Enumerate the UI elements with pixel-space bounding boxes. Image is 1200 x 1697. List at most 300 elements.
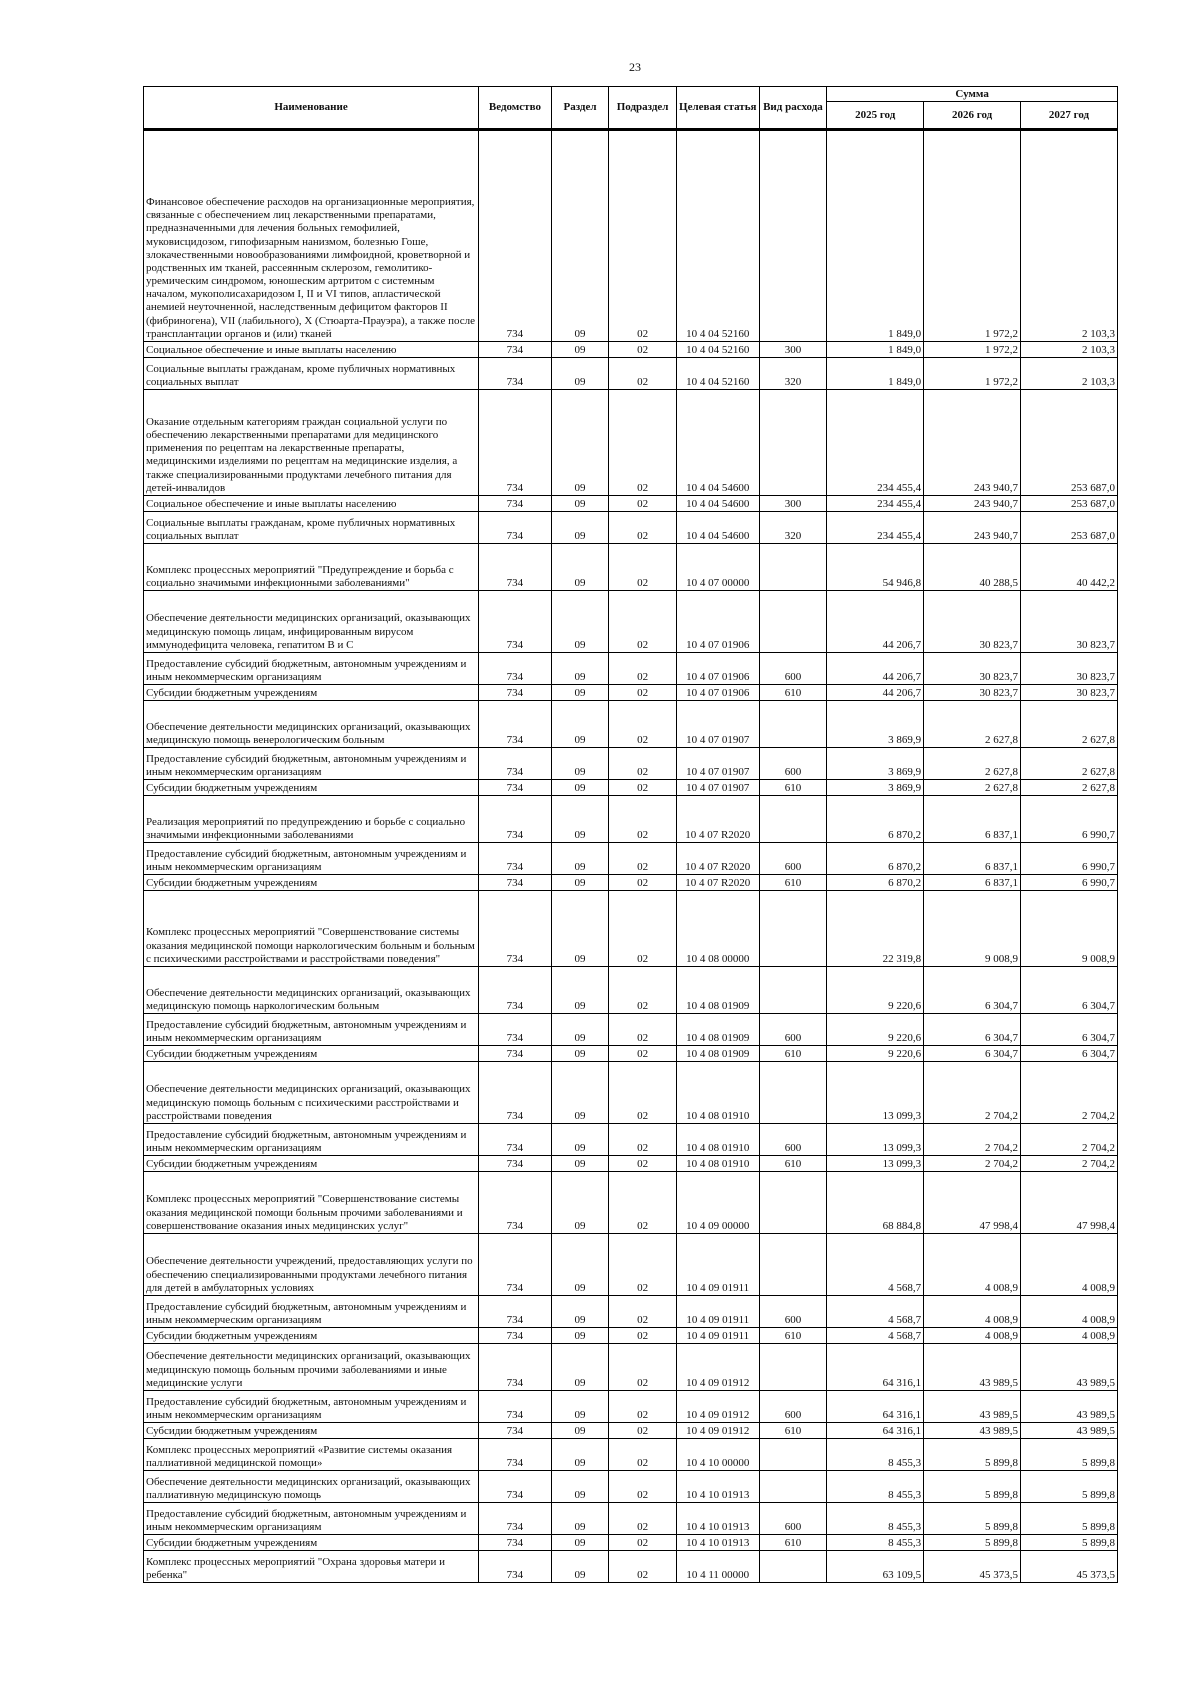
table-row xyxy=(144,1471,1118,1503)
table-row xyxy=(144,1124,1118,1156)
cell-dept: 734 xyxy=(479,512,552,544)
table-row xyxy=(144,653,1118,685)
cell-target: 10 4 08 00000 xyxy=(676,891,759,967)
cell-target: 10 4 04 52160 xyxy=(676,342,759,358)
cell-dept: 734 xyxy=(479,496,552,512)
page-number: 23 xyxy=(629,60,641,74)
table-row xyxy=(144,358,1118,390)
cell-2025: 54 946,8 xyxy=(827,544,924,591)
cell-subsection: 02 xyxy=(609,390,677,496)
cell-exp-type xyxy=(759,1062,827,1124)
table-row xyxy=(144,1046,1118,1062)
cell-2026: 30 823,7 xyxy=(924,591,1021,653)
cell-subsection: 02 xyxy=(609,1124,677,1156)
cell-dept: 734 xyxy=(479,796,552,843)
cell-target: 10 4 07 01906 xyxy=(676,591,759,653)
cell-section: 09 xyxy=(551,1234,609,1296)
cell-2026: 2 704,2 xyxy=(924,1156,1021,1172)
header-sum: Сумма xyxy=(827,87,1118,102)
cell-section: 09 xyxy=(551,701,609,748)
cell-dept: 734 xyxy=(479,1391,552,1423)
cell-2025: 44 206,7 xyxy=(827,653,924,685)
cell-target: 10 4 04 52160 xyxy=(676,130,759,342)
cell-name: Предоставление субсидий бюджетным, автономным учреждениям и иным некоммерческим организациям xyxy=(144,748,479,780)
cell-2026: 1 972,2 xyxy=(924,358,1021,390)
cell-section: 09 xyxy=(551,1471,609,1503)
table-row xyxy=(144,875,1118,891)
cell-name: Социальные выплаты гражданам, кроме публичных нормативных социальных выплат xyxy=(144,358,479,390)
cell-name: Обеспечение деятельности медицинских организаций, оказывающих медицинскую помощь больным прочими заболеваниями и иные медицинские услуги xyxy=(144,1344,479,1391)
cell-2025: 3 869,9 xyxy=(827,701,924,748)
cell-target: 10 4 07 R2020 xyxy=(676,796,759,843)
cell-2027: 30 823,7 xyxy=(1021,685,1118,701)
cell-exp-type xyxy=(759,130,827,342)
cell-2027: 43 989,5 xyxy=(1021,1344,1118,1391)
cell-dept: 734 xyxy=(479,1046,552,1062)
cell-name: Обеспечение деятельности учреждений, предоставляющих услуги по обеспечению специализированными продуктами лечебного питания для детей в амбулаторных условиях xyxy=(144,1234,479,1296)
cell-dept: 734 xyxy=(479,591,552,653)
table-row xyxy=(144,967,1118,1014)
cell-target: 10 4 08 01909 xyxy=(676,1014,759,1046)
table-row xyxy=(144,685,1118,701)
header-section: Раздел xyxy=(551,87,609,130)
cell-name: Комплекс процессных мероприятий "Охрана здоровья матери и ребенка" xyxy=(144,1551,479,1583)
cell-dept: 734 xyxy=(479,1503,552,1535)
cell-exp-type: 600 xyxy=(759,1296,827,1328)
cell-2026: 5 899,8 xyxy=(924,1471,1021,1503)
cell-exp-type xyxy=(759,1551,827,1583)
cell-section: 09 xyxy=(551,1156,609,1172)
table-row xyxy=(144,1439,1118,1471)
cell-target: 10 4 08 01909 xyxy=(676,967,759,1014)
cell-2025: 6 870,2 xyxy=(827,843,924,875)
cell-section: 09 xyxy=(551,967,609,1014)
cell-2027: 45 373,5 xyxy=(1021,1551,1118,1583)
cell-name: Субсидии бюджетным учреждениям xyxy=(144,1535,479,1551)
cell-name: Реализация мероприятий по предупреждению и борьбе с социально значимыми инфекционными заболеваниями xyxy=(144,796,479,843)
cell-exp-type: 600 xyxy=(759,653,827,685)
cell-name: Обеспечение деятельности медицинских организаций, оказывающих медицинскую помощь больным с психическими расстройствами и расстройствами поведения xyxy=(144,1062,479,1124)
cell-exp-type xyxy=(759,1234,827,1296)
cell-2025: 63 109,5 xyxy=(827,1551,924,1583)
cell-target: 10 4 07 01907 xyxy=(676,780,759,796)
cell-exp-type xyxy=(759,1471,827,1503)
header-target: Целевая статья xyxy=(676,87,759,130)
cell-subsection: 02 xyxy=(609,1391,677,1423)
cell-exp-type: 600 xyxy=(759,1391,827,1423)
cell-target: 10 4 08 01910 xyxy=(676,1156,759,1172)
budget-table xyxy=(143,86,1118,1583)
cell-2026: 2 627,8 xyxy=(924,780,1021,796)
cell-2027: 5 899,8 xyxy=(1021,1471,1118,1503)
cell-exp-type: 600 xyxy=(759,843,827,875)
cell-2025: 13 099,3 xyxy=(827,1062,924,1124)
cell-2026: 6 837,1 xyxy=(924,875,1021,891)
cell-target: 10 4 04 52160 xyxy=(676,358,759,390)
cell-name: Социальные выплаты гражданам, кроме публичных нормативных социальных выплат xyxy=(144,512,479,544)
cell-name: Социальное обеспечение и иные выплаты населению xyxy=(144,496,479,512)
cell-2027: 6 990,7 xyxy=(1021,796,1118,843)
cell-2025: 68 884,8 xyxy=(827,1172,924,1234)
table-body xyxy=(144,130,1118,1583)
cell-2025: 234 455,4 xyxy=(827,512,924,544)
cell-2027: 4 008,9 xyxy=(1021,1296,1118,1328)
cell-dept: 734 xyxy=(479,1172,552,1234)
cell-section: 09 xyxy=(551,1046,609,1062)
cell-2025: 13 099,3 xyxy=(827,1156,924,1172)
table-row xyxy=(144,843,1118,875)
cell-section: 09 xyxy=(551,875,609,891)
table-row xyxy=(144,796,1118,843)
cell-target: 10 4 07 00000 xyxy=(676,544,759,591)
cell-dept: 734 xyxy=(479,875,552,891)
cell-section: 09 xyxy=(551,780,609,796)
cell-subsection: 02 xyxy=(609,544,677,591)
cell-2026: 243 940,7 xyxy=(924,390,1021,496)
cell-subsection: 02 xyxy=(609,1156,677,1172)
cell-section: 09 xyxy=(551,591,609,653)
cell-section: 09 xyxy=(551,843,609,875)
cell-exp-type: 610 xyxy=(759,1156,827,1172)
table-row xyxy=(144,1391,1118,1423)
cell-exp-type xyxy=(759,390,827,496)
cell-2025: 22 319,8 xyxy=(827,891,924,967)
cell-dept: 734 xyxy=(479,1471,552,1503)
cell-section: 09 xyxy=(551,653,609,685)
cell-2026: 4 008,9 xyxy=(924,1296,1021,1328)
table-row xyxy=(144,701,1118,748)
cell-section: 09 xyxy=(551,1014,609,1046)
cell-dept: 734 xyxy=(479,1344,552,1391)
cell-target: 10 4 09 01911 xyxy=(676,1234,759,1296)
cell-2026: 43 989,5 xyxy=(924,1344,1021,1391)
table-row xyxy=(144,1423,1118,1439)
cell-name: Субсидии бюджетным учреждениям xyxy=(144,685,479,701)
cell-dept: 734 xyxy=(479,390,552,496)
cell-2027: 2 704,2 xyxy=(1021,1124,1118,1156)
cell-exp-type: 610 xyxy=(759,685,827,701)
cell-section: 09 xyxy=(551,358,609,390)
cell-2027: 2 704,2 xyxy=(1021,1156,1118,1172)
cell-name: Субсидии бюджетным учреждениям xyxy=(144,1156,479,1172)
cell-exp-type xyxy=(759,796,827,843)
cell-target: 10 4 07 R2020 xyxy=(676,875,759,891)
cell-subsection: 02 xyxy=(609,685,677,701)
cell-dept: 734 xyxy=(479,544,552,591)
cell-2027: 6 304,7 xyxy=(1021,1014,1118,1046)
cell-target: 10 4 07 01907 xyxy=(676,748,759,780)
cell-dept: 734 xyxy=(479,1439,552,1471)
cell-2026: 5 899,8 xyxy=(924,1503,1021,1535)
cell-target: 10 4 09 01911 xyxy=(676,1296,759,1328)
cell-section: 09 xyxy=(551,1328,609,1344)
cell-2026: 30 823,7 xyxy=(924,685,1021,701)
table-row xyxy=(144,1535,1118,1551)
cell-2025: 8 455,3 xyxy=(827,1535,924,1551)
cell-section: 09 xyxy=(551,1535,609,1551)
table-row xyxy=(144,1328,1118,1344)
cell-target: 10 4 09 01912 xyxy=(676,1423,759,1439)
cell-2026: 6 837,1 xyxy=(924,796,1021,843)
cell-name: Оказание отдельным категориям граждан социальной услуги по обеспечению лекарственными препаратами для медицинского применения по рецептам на лекарственные препараты, медицинскими изделиями по рецептам на медицинские изделия, а также специализированными продуктами лечебного питания для детей-инвалидов xyxy=(144,390,479,496)
table-row xyxy=(144,1234,1118,1296)
cell-exp-type: 300 xyxy=(759,496,827,512)
cell-exp-type: 610 xyxy=(759,780,827,796)
table-row xyxy=(144,1296,1118,1328)
cell-section: 09 xyxy=(551,342,609,358)
cell-2026: 1 972,2 xyxy=(924,342,1021,358)
cell-2027: 2 627,8 xyxy=(1021,748,1118,780)
cell-2025: 3 869,9 xyxy=(827,780,924,796)
cell-subsection: 02 xyxy=(609,701,677,748)
cell-2025: 234 455,4 xyxy=(827,390,924,496)
cell-2027: 5 899,8 xyxy=(1021,1439,1118,1471)
cell-name: Предоставление субсидий бюджетным, автономным учреждениям и иным некоммерческим организациям xyxy=(144,1391,479,1423)
cell-2027: 2 103,3 xyxy=(1021,358,1118,390)
cell-dept: 734 xyxy=(479,1234,552,1296)
cell-2025: 3 869,9 xyxy=(827,748,924,780)
cell-dept: 734 xyxy=(479,1328,552,1344)
cell-2025: 64 316,1 xyxy=(827,1391,924,1423)
cell-exp-type xyxy=(759,591,827,653)
cell-2025: 234 455,4 xyxy=(827,496,924,512)
cell-2027: 2 627,8 xyxy=(1021,780,1118,796)
cell-2027: 253 687,0 xyxy=(1021,390,1118,496)
cell-2025: 8 455,3 xyxy=(827,1471,924,1503)
cell-2027: 40 442,2 xyxy=(1021,544,1118,591)
cell-target: 10 4 07 R2020 xyxy=(676,843,759,875)
cell-target: 10 4 10 00000 xyxy=(676,1439,759,1471)
cell-2027: 4 008,9 xyxy=(1021,1234,1118,1296)
table-row xyxy=(144,342,1118,358)
cell-dept: 734 xyxy=(479,891,552,967)
cell-2027: 30 823,7 xyxy=(1021,591,1118,653)
cell-target: 10 4 04 54600 xyxy=(676,390,759,496)
cell-section: 09 xyxy=(551,1124,609,1156)
cell-target: 10 4 07 01907 xyxy=(676,701,759,748)
cell-2025: 64 316,1 xyxy=(827,1423,924,1439)
cell-name: Субсидии бюджетным учреждениям xyxy=(144,1328,479,1344)
cell-section: 09 xyxy=(551,496,609,512)
cell-exp-type: 320 xyxy=(759,512,827,544)
cell-subsection: 02 xyxy=(609,496,677,512)
cell-target: 10 4 07 01906 xyxy=(676,653,759,685)
cell-2025: 8 455,3 xyxy=(827,1439,924,1471)
cell-subsection: 02 xyxy=(609,591,677,653)
cell-dept: 734 xyxy=(479,1296,552,1328)
cell-subsection: 02 xyxy=(609,780,677,796)
cell-2026: 2 704,2 xyxy=(924,1062,1021,1124)
table-row xyxy=(144,390,1118,496)
cell-2025: 1 849,0 xyxy=(827,342,924,358)
cell-section: 09 xyxy=(551,1391,609,1423)
cell-2025: 4 568,7 xyxy=(827,1328,924,1344)
table-row xyxy=(144,1014,1118,1046)
cell-exp-type: 610 xyxy=(759,1046,827,1062)
cell-name: Комплекс процессных мероприятий «Развитие системы оказания паллиативной медицинской помощи» xyxy=(144,1439,479,1471)
cell-name: Предоставление субсидий бюджетным, автономным учреждениям и иным некоммерческим организациям xyxy=(144,1124,479,1156)
cell-name: Комплекс процессных мероприятий "Совершенствование системы оказания медицинской помощи наркологическим больным и больным с психическими расстройствами и расстройствами поведения" xyxy=(144,891,479,967)
cell-subsection: 02 xyxy=(609,1328,677,1344)
cell-section: 09 xyxy=(551,748,609,780)
cell-2026: 40 288,5 xyxy=(924,544,1021,591)
cell-2027: 2 103,3 xyxy=(1021,130,1118,342)
table-row xyxy=(144,591,1118,653)
cell-subsection: 02 xyxy=(609,1234,677,1296)
cell-name: Обеспечение деятельности медицинских организаций, оказывающих медицинскую помощь лицам, инфицированным вирусом иммунодефицита человека, гепатитом B и C xyxy=(144,591,479,653)
cell-2025: 64 316,1 xyxy=(827,1344,924,1391)
cell-2027: 9 008,9 xyxy=(1021,891,1118,967)
header-2026: 2026 год xyxy=(924,102,1021,130)
cell-2026: 5 899,8 xyxy=(924,1439,1021,1471)
cell-2027: 47 998,4 xyxy=(1021,1172,1118,1234)
cell-dept: 734 xyxy=(479,342,552,358)
cell-exp-type xyxy=(759,1439,827,1471)
cell-2026: 30 823,7 xyxy=(924,653,1021,685)
cell-dept: 734 xyxy=(479,967,552,1014)
cell-2025: 4 568,7 xyxy=(827,1234,924,1296)
cell-exp-type: 600 xyxy=(759,1503,827,1535)
header-dept: Ведомство xyxy=(479,87,552,130)
cell-2025: 13 099,3 xyxy=(827,1124,924,1156)
cell-dept: 734 xyxy=(479,358,552,390)
cell-section: 09 xyxy=(551,1439,609,1471)
cell-2026: 5 899,8 xyxy=(924,1535,1021,1551)
cell-2026: 6 837,1 xyxy=(924,843,1021,875)
cell-2026: 2 627,8 xyxy=(924,748,1021,780)
cell-2026: 1 972,2 xyxy=(924,130,1021,342)
cell-2025: 4 568,7 xyxy=(827,1296,924,1328)
cell-dept: 734 xyxy=(479,780,552,796)
cell-target: 10 4 08 01909 xyxy=(676,1046,759,1062)
cell-name: Субсидии бюджетным учреждениям xyxy=(144,1046,479,1062)
cell-subsection: 02 xyxy=(609,1344,677,1391)
cell-exp-type: 610 xyxy=(759,1423,827,1439)
cell-subsection: 02 xyxy=(609,875,677,891)
cell-2025: 1 849,0 xyxy=(827,130,924,342)
cell-2026: 6 304,7 xyxy=(924,1014,1021,1046)
cell-subsection: 02 xyxy=(609,843,677,875)
cell-subsection: 02 xyxy=(609,1535,677,1551)
cell-subsection: 02 xyxy=(609,1296,677,1328)
cell-exp-type: 320 xyxy=(759,358,827,390)
cell-2027: 6 304,7 xyxy=(1021,967,1118,1014)
cell-name: Субсидии бюджетным учреждениям xyxy=(144,875,479,891)
cell-exp-type: 600 xyxy=(759,1014,827,1046)
cell-subsection: 02 xyxy=(609,1172,677,1234)
table-row xyxy=(144,1344,1118,1391)
cell-exp-type: 610 xyxy=(759,1328,827,1344)
cell-2027: 43 989,5 xyxy=(1021,1391,1118,1423)
cell-2026: 4 008,9 xyxy=(924,1234,1021,1296)
table-row xyxy=(144,1062,1118,1124)
cell-section: 09 xyxy=(551,130,609,342)
cell-2026: 243 940,7 xyxy=(924,512,1021,544)
cell-target: 10 4 10 01913 xyxy=(676,1535,759,1551)
cell-exp-type xyxy=(759,967,827,1014)
cell-name: Комплекс процессных мероприятий "Предупреждение и борьба с социально значимыми инфекционными заболеваниями" xyxy=(144,544,479,591)
cell-name: Обеспечение деятельности медицинских организаций, оказывающих медицинскую помощь венерологическим больным xyxy=(144,701,479,748)
cell-exp-type: 300 xyxy=(759,342,827,358)
cell-exp-type xyxy=(759,891,827,967)
cell-target: 10 4 07 01906 xyxy=(676,685,759,701)
cell-name: Предоставление субсидий бюджетным, автономным учреждениям и иным некоммерческим организациям xyxy=(144,1296,479,1328)
cell-2027: 5 899,8 xyxy=(1021,1535,1118,1551)
cell-subsection: 02 xyxy=(609,1062,677,1124)
cell-subsection: 02 xyxy=(609,967,677,1014)
cell-2026: 2 704,2 xyxy=(924,1124,1021,1156)
cell-subsection: 02 xyxy=(609,512,677,544)
cell-2026: 4 008,9 xyxy=(924,1328,1021,1344)
cell-target: 10 4 09 00000 xyxy=(676,1172,759,1234)
table-row xyxy=(144,512,1118,544)
cell-exp-type: 600 xyxy=(759,748,827,780)
cell-target: 10 4 04 54600 xyxy=(676,512,759,544)
cell-dept: 734 xyxy=(479,1062,552,1124)
cell-dept: 734 xyxy=(479,701,552,748)
table-header xyxy=(144,87,1118,130)
table-row xyxy=(144,1503,1118,1535)
cell-dept: 734 xyxy=(479,748,552,780)
cell-dept: 734 xyxy=(479,130,552,342)
cell-2027: 43 989,5 xyxy=(1021,1423,1118,1439)
cell-section: 09 xyxy=(551,1296,609,1328)
cell-subsection: 02 xyxy=(609,1439,677,1471)
cell-section: 09 xyxy=(551,1503,609,1535)
cell-subsection: 02 xyxy=(609,130,677,342)
cell-subsection: 02 xyxy=(609,358,677,390)
cell-2026: 45 373,5 xyxy=(924,1551,1021,1583)
cell-subsection: 02 xyxy=(609,1014,677,1046)
header-name: Наименование xyxy=(144,87,479,130)
cell-name: Социальное обеспечение и иные выплаты населению xyxy=(144,342,479,358)
cell-subsection: 02 xyxy=(609,1423,677,1439)
cell-target: 10 4 10 01913 xyxy=(676,1503,759,1535)
cell-subsection: 02 xyxy=(609,342,677,358)
header-subsection: Подраздел xyxy=(609,87,677,130)
cell-subsection: 02 xyxy=(609,653,677,685)
cell-section: 09 xyxy=(551,544,609,591)
cell-section: 09 xyxy=(551,512,609,544)
cell-exp-type: 610 xyxy=(759,1535,827,1551)
cell-2025: 9 220,6 xyxy=(827,1014,924,1046)
cell-2027: 2 103,3 xyxy=(1021,342,1118,358)
cell-dept: 734 xyxy=(479,653,552,685)
cell-2026: 6 304,7 xyxy=(924,1046,1021,1062)
cell-dept: 734 xyxy=(479,1156,552,1172)
cell-name: Предоставление субсидий бюджетным, автономным учреждениям и иным некоммерческим организациям xyxy=(144,653,479,685)
cell-2027: 2 627,8 xyxy=(1021,701,1118,748)
cell-section: 09 xyxy=(551,1172,609,1234)
table-row xyxy=(144,1156,1118,1172)
cell-exp-type xyxy=(759,1172,827,1234)
header-2025: 2025 год xyxy=(827,102,924,130)
cell-dept: 734 xyxy=(479,1551,552,1583)
cell-exp-type xyxy=(759,1344,827,1391)
cell-2027: 6 990,7 xyxy=(1021,875,1118,891)
cell-name: Финансовое обеспечение расходов на организационные мероприятия, связанные с обеспечением лиц лекарственными препаратами, предназначенными для лечения больных гемофилией, муковисцидозом, гипофизарным нанизмом, болезнью Гоше, злокачественными новообразованиями лимфоидной, кроветворной и родственных им тканей, рассеянным склерозом, гемолитико-уремическим синдромом, юношеским артритом с системным началом, мукополисахаридозом I, II и VI типов, апластической анемией неуточненной, наследственным дефицитом факторов II (фибриногена), VII (лабильного), X (Стюарта-Прауэра), а также после трансплантации органов и (или) тканей xyxy=(144,130,479,342)
cell-target: 10 4 08 01910 xyxy=(676,1062,759,1124)
cell-2026: 43 989,5 xyxy=(924,1423,1021,1439)
cell-subsection: 02 xyxy=(609,1503,677,1535)
cell-2027: 253 687,0 xyxy=(1021,512,1118,544)
cell-subsection: 02 xyxy=(609,1046,677,1062)
cell-name: Субсидии бюджетным учреждениям xyxy=(144,780,479,796)
cell-dept: 734 xyxy=(479,1423,552,1439)
cell-dept: 734 xyxy=(479,843,552,875)
cell-exp-type xyxy=(759,701,827,748)
cell-2026: 243 940,7 xyxy=(924,496,1021,512)
